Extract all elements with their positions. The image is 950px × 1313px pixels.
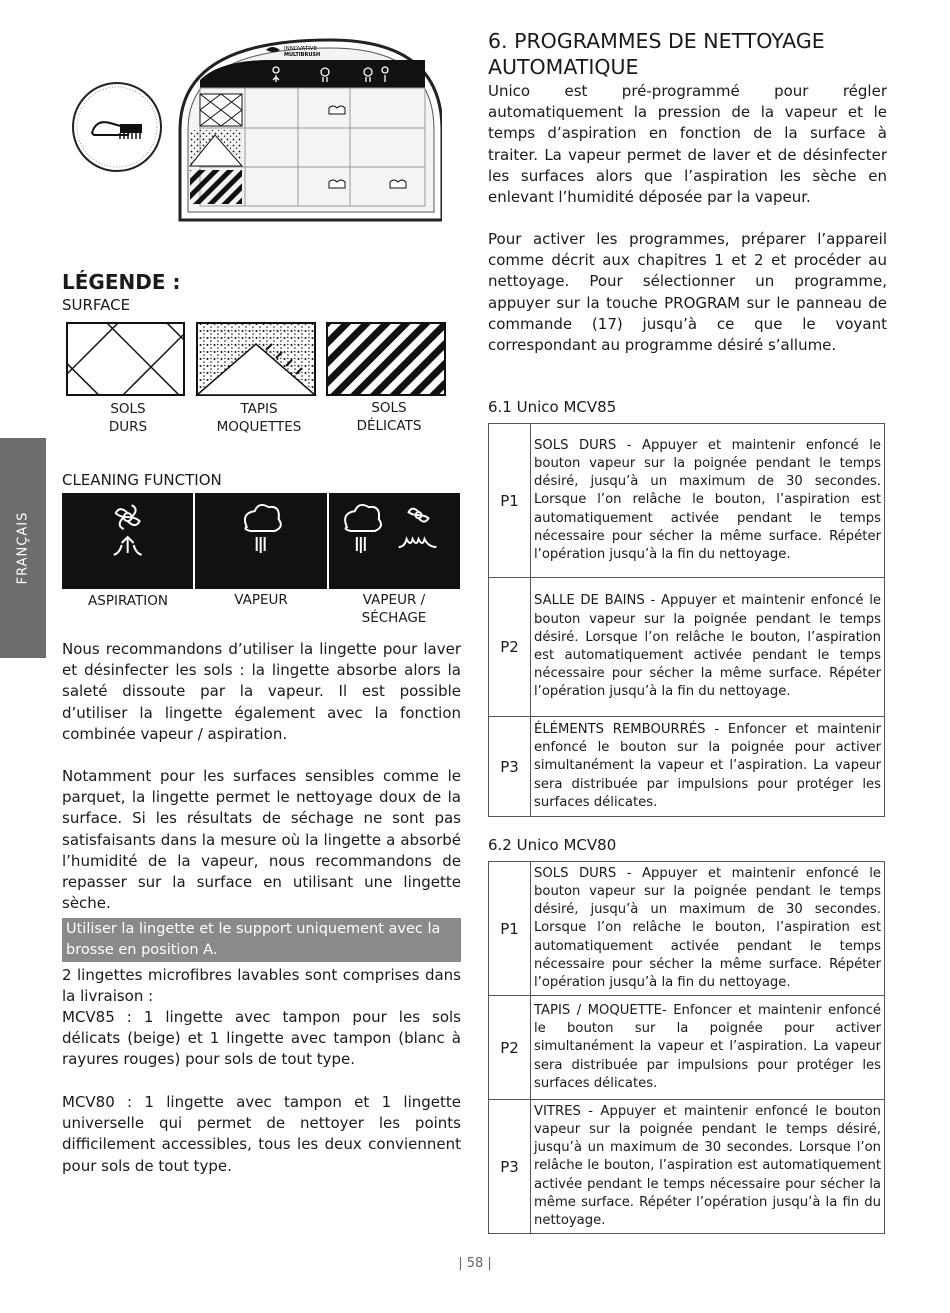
mcv85-program-table	[488, 423, 885, 817]
cleaning-function-icons	[62, 493, 460, 589]
function-label-aspiration: ASPIRATION	[88, 593, 168, 609]
left-paragraph-2: Notamment pour les surfaces sensibles comme le parquet, la lingette permet le nettoyage doux de la surface. Si les résultats de séchage ne sont pas satisfaisants dans la mesure où la lingette a absorbé l’humidité de la vapeur, nous recommandons de repasser sur la surface en utilisant une lingette sèche.	[62, 767, 461, 913]
surface-tiles	[66, 322, 446, 398]
delicate-pattern	[190, 170, 242, 204]
table-row: P3 VITRES - Appuyer et maintenir enfoncé le bouton vapeur sur la poignée pendant le temps désiré, jusqu’à un maximum de 30 secondes. Lorsque l’on relâche le bouton, l’aspiration est automatiquement activée pendant le temps nécessaire pour sécher la même surface. Répéter l’opération jusqu’à la fin du nettoyage.	[489, 1100, 885, 1234]
table-row: P2 TAPIS / MOQUETTE- Enfoncer et maintenir enfoncé le bouton sur la poignée pour activer simultanément la vapeur et l’aspiration. La vapeur sera distribuée par impulsions pour protéger les surfaces délicates.	[489, 996, 885, 1100]
aspiration-icon	[62, 493, 195, 589]
steam-icon	[195, 493, 328, 589]
delicate-floor-icon	[327, 323, 445, 395]
left-paragraph-1: Nous recommandons d’utiliser la lingette pour laver et désinfecter les sols : la lingette absorbe alors la saleté dissoute par la vapeur. Il est possible d’utiliser la lingette également avec la fonction combinée vapeur / aspiration.	[62, 640, 461, 743]
usage-note: Utiliser la lingette et le support uniquement avec la brosse en position A.	[62, 918, 461, 962]
svg-text:MULTIBRUSH: MULTIBRUSH	[284, 52, 321, 58]
left-paragraph-3: 2 lingettes microfibres lavables sont comprises dans la livraison :	[62, 966, 461, 1006]
surface-label-delicate: SOLS DÉLICATS	[356, 400, 422, 434]
function-label-steam-drying: VAPEUR / SÉCHAGE	[361, 592, 427, 626]
function-label-steam: VAPEUR	[234, 592, 288, 608]
select-button-icon	[73, 83, 161, 171]
table-row: P2 SALLE DE BAINS - Appuyer et maintenir enfoncé le bouton vapeur sur la poignée pendant le temps désiré. Lorsque l’on relâche le bouton, l’aspiration est automatiquement activée pendant le temps nécessaire pour sécher la même surface. Répéter l’opération jusqu’à la fin du nettoyage.	[489, 578, 885, 717]
subsection-mcv85-title: 6.1 Unico MCV85	[488, 398, 617, 416]
steam-drying-icon	[329, 493, 460, 589]
subsection-mcv80-title: 6.2 Unico MCV80	[488, 836, 617, 854]
language-label: FRANÇAIS	[15, 511, 31, 585]
right-paragraph-2: Pour activer les programmes, préparer l’appareil comme décrit aux chapitres 1 et 2 et procéder au nettoyage. Pour sélectionner un programme, appuyer sur la touche PROGRAM sur le panneau de commande (17) jusqu’à ce que le voyant correspondant au programme désiré s’allume.	[488, 230, 887, 355]
section-title: 6. PROGRAMMES DE NETTOYAGE AUTOMATIQUE	[488, 29, 825, 79]
hard-floor-pattern	[200, 94, 242, 126]
legend-title: LÉGENDE :	[62, 270, 181, 294]
language-side-tab	[0, 438, 46, 658]
surface-title: SURFACE	[62, 296, 131, 314]
mcv80-wipes-paragraph: MCV80 : 1 lingette avec tampon et 1 lingette universelle qui permet de nettoyer les points difficilement accessibles, tous les deux conviennent pour sols de tout type.	[62, 1093, 461, 1175]
carpet-icon	[197, 323, 315, 395]
table-row: P1 SOLS DURS - Appuyer et maintenir enfoncé le bouton vapeur sur la poignée pendant le temps désiré, jusqu’à un maximum de 30 secondes. Lorsque l’on relâche le bouton, l’aspiration est automatiquement activée pendant le temps nécessaire pour sécher la même surface. Répéter l’opération jusqu’à la fin du nettoyage.	[489, 862, 885, 996]
table-row: P1 SOLS DURS - Appuyer et maintenir enfoncé le bouton vapeur sur la poignée pendant le temps désiré, jusqu’à un maximum de 30 secondes. Lorsque l’on relâche le bouton, l’aspiration est automatiquement activée pendant le temps nécessaire pour sécher la même surface. Répéter l’opération jusqu’à la fin du nettoyage.	[489, 424, 885, 578]
mcv85-label: MCV85 :	[62, 1008, 132, 1026]
svg-text:INNOVATIVE: INNOVATIVE	[284, 46, 318, 52]
cleaning-function-title: CLEANING FUNCTION	[62, 471, 222, 489]
mcv80-label: MCV80 :	[62, 1093, 133, 1111]
surface-label-carpet: TAPIS MOQUETTES	[216, 401, 302, 435]
table-row: P3 ÉLÉMENTS REMBOURRÉS - Enfoncer et maintenir enfoncé le bouton sur la poignée pour activer simultanément la vapeur et l’aspiration. La vapeur sera distribuée par impulsions pour protéger les surfaces délicates.	[489, 717, 885, 817]
mcv80-program-table	[488, 861, 885, 1234]
surface-label-hard: SOLS DURS	[108, 401, 148, 435]
page-number: | 58 |	[458, 1256, 492, 1271]
control-panel-illustration	[70, 30, 442, 228]
right-paragraph-1: Unico est pré-programmé pour régler automatiquement la pression de la vapeur et le temps d’aspiration en fonction de la surface à traiter. La vapeur permet de laver et de désinfecter les surfaces alors que l’aspiration les sèche en enlevant l’humidité déposée par la vapeur.	[488, 82, 887, 207]
mcv85-wipes-paragraph: MCV85 : 1 lingette avec tampon pour les sols délicats (beige) et 1 lingette avec tampon (blanc à rayures rouges) pour sols de tout type.	[62, 1008, 461, 1069]
carpet-pattern	[190, 130, 242, 166]
